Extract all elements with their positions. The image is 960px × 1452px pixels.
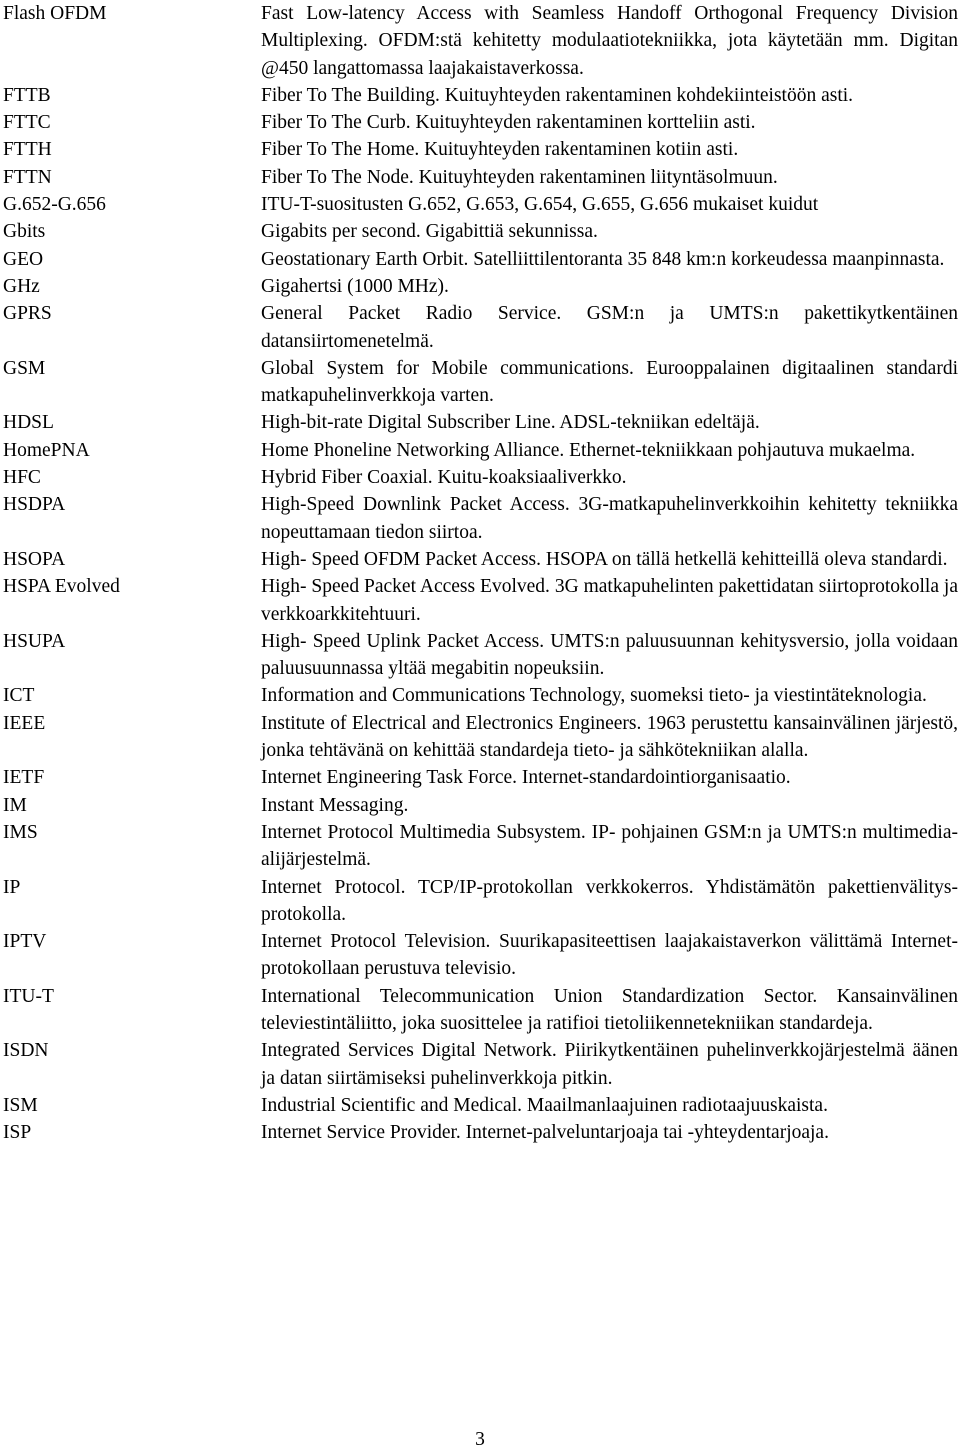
glossary-entry (3, 983, 958, 1038)
glossary-entry (3, 246, 958, 273)
glossary-entry (3, 1119, 958, 1146)
glossary-term: HSOPA (3, 548, 66, 570)
glossary-term: ICT (3, 685, 35, 707)
glossary-entry (3, 764, 958, 791)
glossary-term: GEO (3, 248, 44, 270)
glossary-definition: Fiber To The Node. Kuituyhteyden rakentaminen liityntäsolmuun. (261, 166, 778, 188)
glossary-definition: Gigahertsi (1000 MHz). (261, 275, 449, 297)
glossary-entry (3, 628, 958, 683)
glossary-term: FTTB (3, 84, 51, 106)
glossary-entry (3, 573, 958, 628)
glossary-term: IP (3, 876, 21, 898)
glossary-entry (3, 546, 958, 573)
glossary-definition: Instant Messaging. (261, 794, 409, 816)
glossary-entry (3, 218, 958, 245)
glossary-entry (3, 300, 958, 355)
glossary-entry (3, 792, 958, 819)
glossary-definition: High- Speed Packet Access Evolved. 3G matkapuhelinten pakettidatan siirtoprotokolla ja verkkoarkkitehtuuri. (261, 576, 958, 625)
glossary-definition: Home Phoneline Networking Alliance. Ethernet-tekniikkaan pohjautuva mukaelma. (261, 439, 916, 461)
glossary-term: HomePNA (3, 439, 90, 461)
glossary-term: Gbits (3, 221, 46, 243)
glossary-definition: Fiber To The Curb. Kuituyhteyden rakentaminen kortteliin asti. (261, 112, 756, 134)
glossary-definition: High- Speed OFDM Packet Access. HSOPA on tällä hetkellä kehitteillä oleva standardi. (261, 548, 948, 570)
glossary-definition: Geostationary Earth Orbit. Satelliittilentoranta 35 848 km:n korkeudessa maanpinnasta. (261, 248, 945, 270)
glossary-definition: Fiber To The Home. Kuituyhteyden rakentaminen kotiin asti. (261, 139, 739, 161)
glossary-definition: Information and Communications Technology, suomeksi tieto- ja viestintäteknologia. (261, 685, 927, 707)
glossary-entry (3, 491, 958, 546)
glossary-term: HDSL (3, 412, 54, 434)
glossary-entry (3, 191, 958, 218)
glossary-entry (3, 1092, 958, 1119)
glossary-term: Flash OFDM (3, 3, 107, 24)
glossary-entry (3, 409, 958, 436)
glossary-definition: Internet Protocol. TCP/IP-protokollan verkkokerros. Yhdistämätön pakettienvälitys-protokolla. (261, 876, 958, 925)
glossary-definition: Gigabits per second. Gigabittiä sekunnissa. (261, 221, 598, 243)
glossary-definition: Internet Protocol Multimedia Subsystem. IP- pohjainen GSM:n ja UMTS:n multimedia-alijärjestelmä. (261, 821, 958, 871)
glossary-term: IMS (3, 821, 38, 843)
glossary-entry (3, 464, 958, 491)
glossary-definition: Industrial Scientific and Medical. Maailmanlaajuinen radiotaajuuskaista. (261, 1094, 828, 1116)
glossary-term: IEEE (3, 712, 46, 734)
glossary-definition: Institute of Electrical and Electronics Engineers. 1963 perustettu kansainvälinen järjestö, jonka tehtävänä on kehittää standardeja tieto- ja sähkötekniikan alalla. (261, 712, 958, 762)
glossary-definition: Fast Low-latency Access with Seamless Handoff Orthogonal Frequency Division Multiplexing. OFDM:stä kehitetty modulaatiotekniikka, jota käytetään mm. Digitan @450 langattomassa laajakaistaverkossa. (261, 3, 958, 79)
glossary-term: FTTC (3, 112, 51, 134)
glossary-definition: International Telecommunication Union Standardization Sector. Kansainvälinen televiestintäliitto, joka suosittelee ja ratifioi tietoliikennetekniikan standardeja. (261, 985, 958, 1034)
glossary-term: FTTH (3, 139, 52, 161)
glossary-definition: High- Speed Uplink Packet Access. UMTS:n paluusuunnan kehitysversio, jolla voidaan paluusuunnassa yltää megabitin nopeuksiin. (261, 630, 958, 680)
glossary-term: GHz (3, 275, 40, 297)
glossary-entry (3, 928, 958, 983)
glossary-definition: High-Speed Downlink Packet Access. 3G-matkapuhelinverkkoihin kehitetty tekniikka nopeuttamaan tiedon siirtoa. (261, 494, 958, 543)
glossary-term: G.652-G.656 (3, 194, 106, 216)
glossary-definition: General Packet Radio Service. GSM:n ja UMTS:n pakettikytkentäinen datansiirtomenetelmä. (261, 303, 958, 352)
glossary-term: GPRS (3, 303, 52, 325)
glossary-definition: Internet Engineering Task Force. Internet-standardointiorganisaatio. (261, 767, 791, 789)
glossary-definition: Integrated Services Digital Network. Piirikytkentäinen puhelinverkkojärjestelmä äänen ja datan siirtämiseksi puhelinverkkoja pitkin. (261, 1040, 958, 1089)
glossary-entry (3, 710, 958, 765)
glossary-entry (3, 355, 958, 410)
glossary-entry (3, 874, 958, 929)
glossary-entry (3, 1037, 958, 1092)
glossary-definition: High-bit-rate Digital Subscriber Line. ADSL-tekniikan edeltäjä. (261, 412, 760, 434)
glossary-entry (3, 0, 958, 82)
glossary-term: IETF (3, 767, 45, 789)
glossary-entry (3, 437, 958, 464)
glossary-term: HSDPA (3, 494, 66, 516)
glossary-definition: ITU-T-suositusten G.652, G.653, G.654, G.655, G.656 mukaiset kuidut (261, 194, 819, 216)
glossary-term: ITU-T (3, 985, 54, 1007)
glossary-definition: Internet Protocol Television. Suurikapasiteettisen laajakaistaverkon välittämä Internet-protokollaan perustuva televisio. (261, 931, 958, 980)
glossary-term: HSPA Evolved (3, 576, 120, 598)
glossary-entry (3, 819, 958, 874)
glossary-definition: Hybrid Fiber Coaxial. Kuitu-koaksiaaliverkko. (261, 467, 627, 489)
glossary-term: HFC (3, 467, 41, 489)
glossary-entry (3, 682, 958, 709)
glossary-term: IM (3, 794, 27, 816)
glossary-definition: Global System for Mobile communications. Eurooppalainen digitaalinen standardi matkapuhelinverkkoja varten. (261, 357, 958, 407)
glossary-term: ISDN (3, 1040, 49, 1062)
glossary-entry (3, 164, 958, 191)
glossary-term: ISP (3, 1122, 32, 1144)
glossary-term: ISM (3, 1094, 38, 1116)
glossary-term: FTTN (3, 166, 52, 188)
glossary-term: HSUPA (3, 630, 66, 652)
glossary-definition: Internet Service Provider. Internet-palveluntarjoaja tai -yhteydentarjoaja. (261, 1122, 829, 1144)
glossary-entry (3, 82, 958, 109)
glossary-list (3, 0, 958, 1146)
glossary-entry (3, 273, 958, 300)
glossary-term: GSM (3, 357, 46, 379)
glossary-term: IPTV (3, 931, 47, 953)
glossary-entry (3, 109, 958, 136)
glossary-entry (3, 136, 958, 163)
glossary-definition: Fiber To The Building. Kuituyhteyden rakentaminen kohdekiinteistöön asti. (261, 84, 854, 106)
page-number: 3 (475, 1429, 485, 1450)
